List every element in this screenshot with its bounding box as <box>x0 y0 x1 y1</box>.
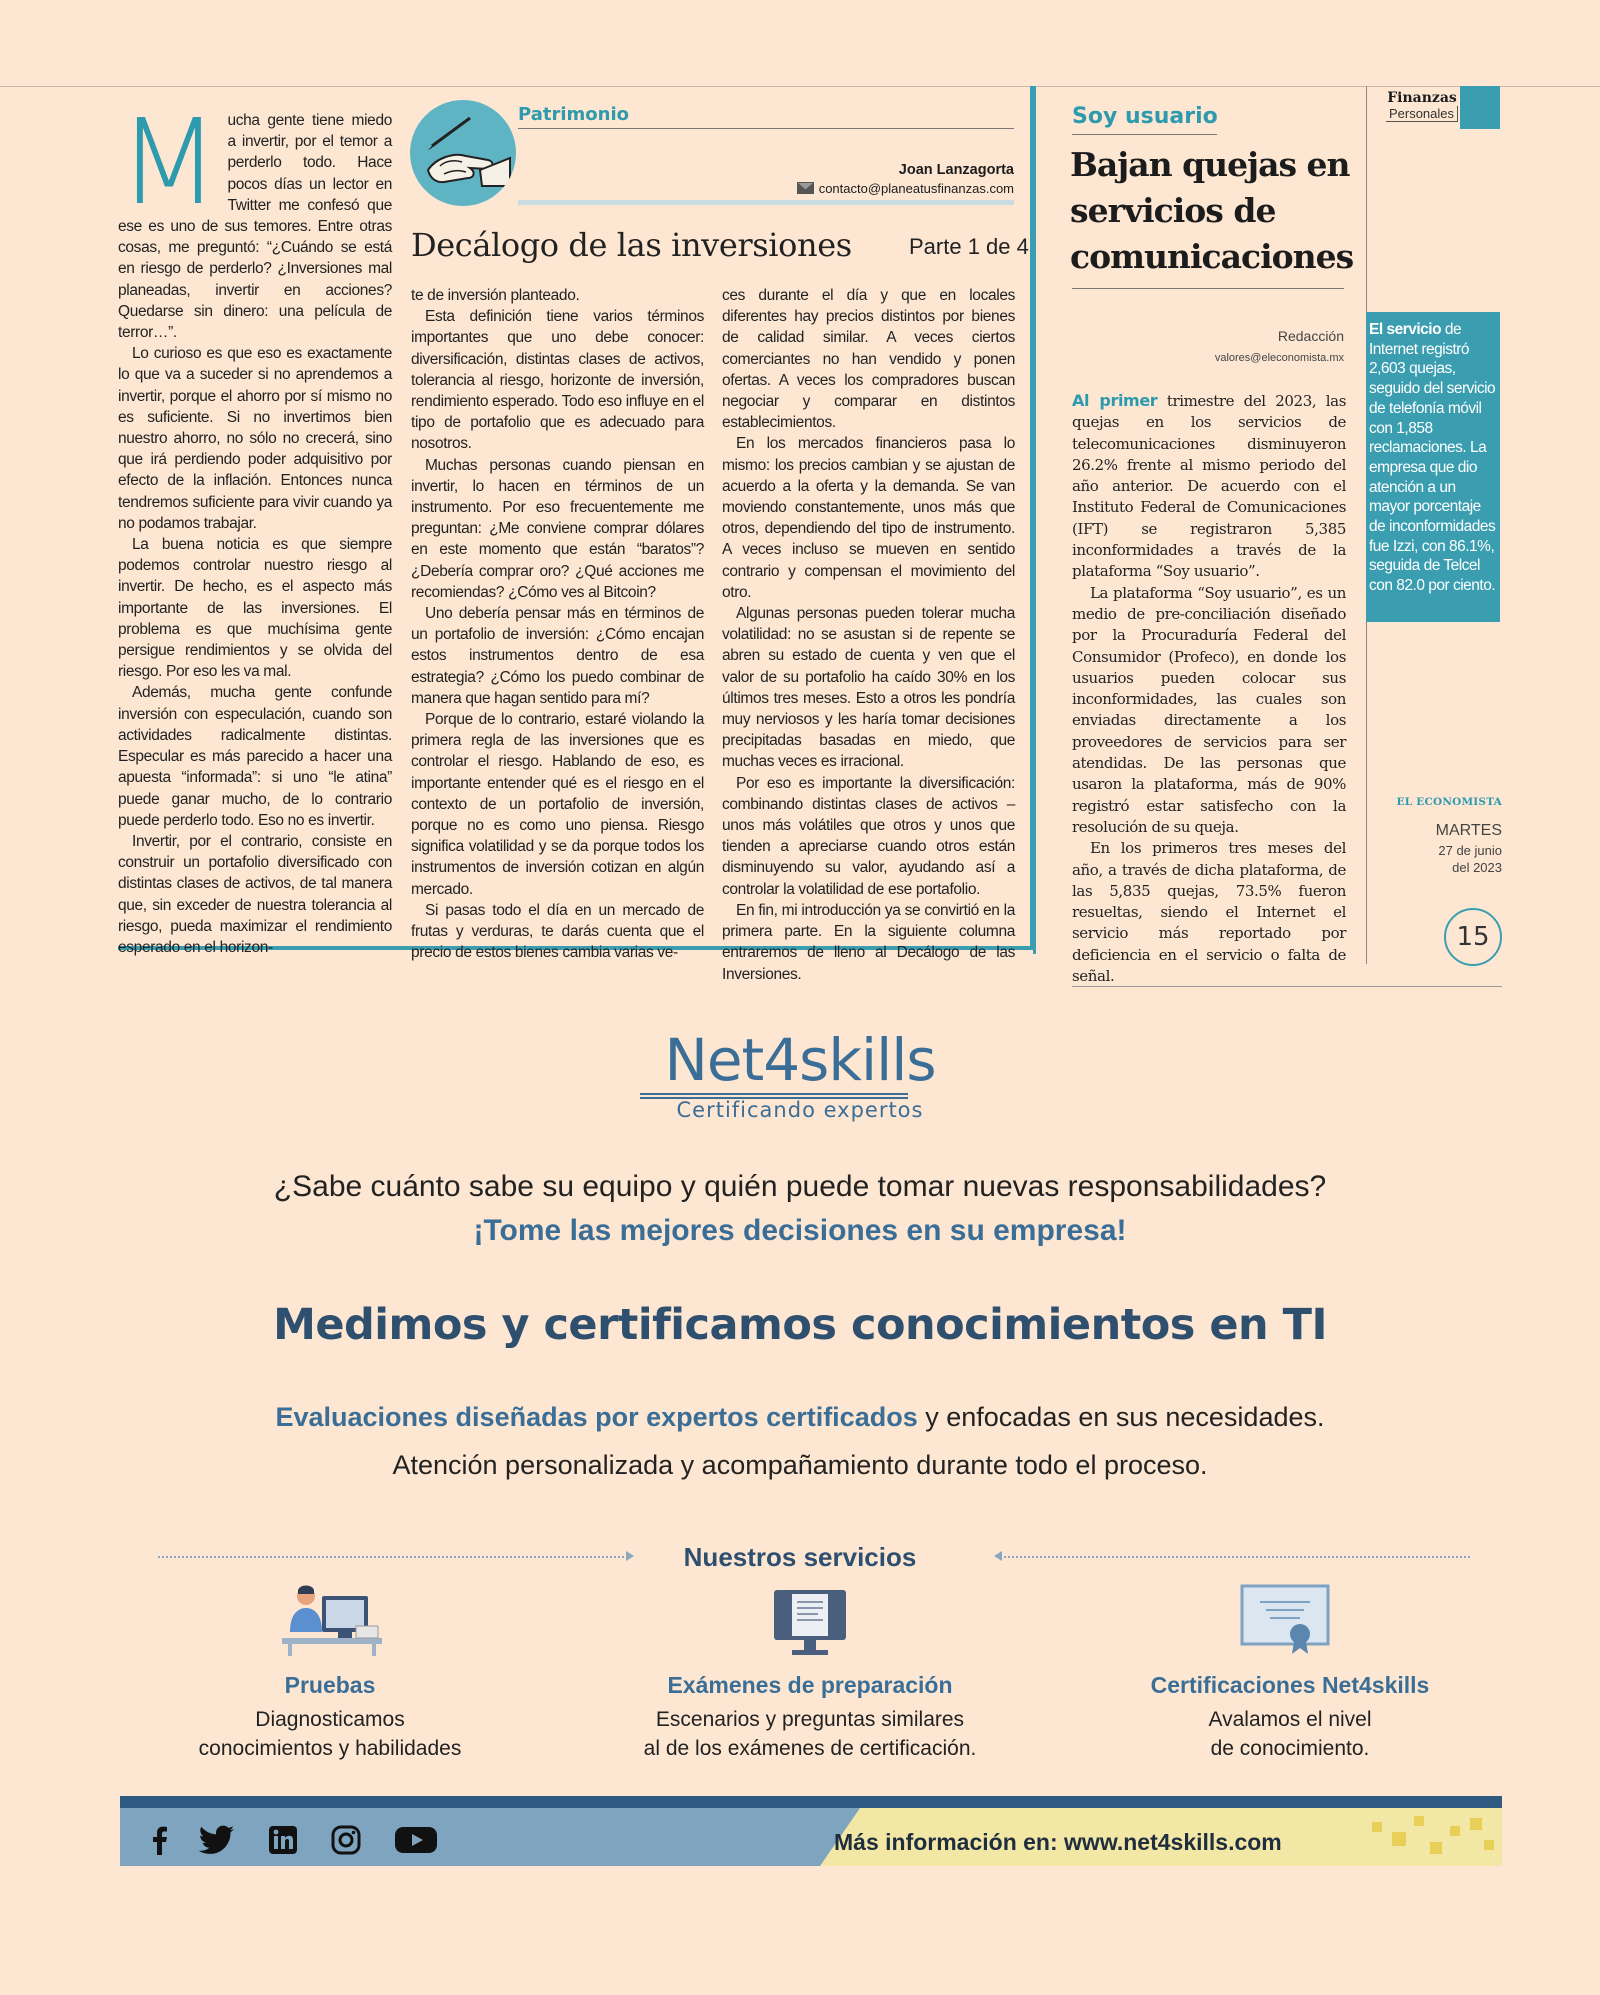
paragraph: ces durante el día y que en locales diferentes hay precios distintos por bienes de calidad similar. A veces ciertos comerciantes no han vendido y ponen ofertas. A veces los compradores buscan negociar y comparar en distintos establecimientos. <box>722 287 1015 432</box>
linkedin-icon[interactable] <box>268 1823 298 1857</box>
youtube-icon[interactable] <box>394 1823 438 1857</box>
paragraph: Muchas personas cuando piensan en invertir, lo hacen en términos de un instrumento. Por eso frecuentemente me preguntan: ¿Me conviene comprar dólares en este momento que están “baratos”? ¿Debería comprar oro? ¿Qué acciones me recomiendas? ¿Cómo ves al Bitcoin? <box>411 456 704 601</box>
section-color-tab <box>1460 86 1500 129</box>
pixel-decoration <box>1450 1826 1460 1836</box>
service-title: Pruebas <box>284 1672 376 1698</box>
pixel-decoration <box>1392 1832 1406 1846</box>
section-label: Patrimonio <box>518 104 629 125</box>
person-computer-icon <box>278 1582 386 1656</box>
pixel-decoration <box>1470 1818 1482 1830</box>
section-rule <box>518 128 1014 129</box>
paragraph: Al primer trimestre del 2023, las quejas en los servicios de telecomunicaciones disminuyeron 26.2% frente al mismo periodo del año anterior. De acuerdo con el Instituto Federal de Comunicaciones (IFT) se registraron 5,385 inconformidades a través de la plataforma “Soy usuario”. <box>1072 391 1346 581</box>
sidebar-lead: El servicio <box>1369 321 1442 338</box>
paragraph: En los primeros tres meses del año, a través de dicha plataforma, de las 5,835 quejas, 73.5% fueron resueltas, siendo el Internet el servicio más reportado por deficiencia en el servicio o falta de señal. <box>1072 839 1346 986</box>
envelope-icon <box>797 182 814 194</box>
ad-call-to-action: ¡Tome las mejores decisiones en su empresa! <box>473 1214 1127 1247</box>
ad-tagline: Certificando expertos <box>676 1098 924 1122</box>
service-title: Certificaciones Net4skills <box>1150 1672 1430 1698</box>
page-number: 15 <box>1444 908 1502 966</box>
service-desc: Avalamos el nivel <box>1208 1708 1372 1731</box>
article-headline: Decálogo de las inversiones <box>411 226 852 264</box>
paragraph: Además, mucha gente confunde inversión con especulación, cuando son actividades radicalmente distintas. Especular es más parecido a hacer una apuesta “informada”: si uno “le atina” puede ganar mucho, de lo contrario puede perderlo todo. Eso no es invertir. <box>118 684 392 829</box>
certificate-icon <box>1240 1584 1332 1654</box>
service-desc: Diagnosticamos <box>255 1708 405 1731</box>
instagram-icon[interactable] <box>330 1823 362 1857</box>
side-section-label: Soy usuario <box>1072 104 1218 129</box>
side-byline-email: valores@eleconomista.mx <box>1214 352 1344 364</box>
paragraph: Invertir, por el contrario, consiste en construir un portafolio diversificado con distintas clases de activos, de tal manera que, sin exceder de nuestra tolerancia al riesgo, pueda maximizar el rendimiento esperado en el horizon- <box>118 832 392 956</box>
issue-day: MARTES <box>1435 822 1502 839</box>
service-certificaciones <box>1080 1672 1500 1763</box>
ad-line-1: Evaluaciones diseñadas por expertos certificados y enfocadas en sus necesidades. <box>275 1402 1325 1432</box>
paragraph: Algunas personas pueden tolerar mucha volatilidad: no se asustan si de repente se abren su estado de cuenta y ven que el valor de su portafolio ha caído 30% en los últimos tres meses. Esto a otros les pondría muy nerviosos y les haría tomar decisiones precipitadas basadas en miedo, que muchas veces es irracional. <box>722 605 1015 771</box>
author-email-line <box>600 181 1014 196</box>
paragraph: La plataforma “Soy usuario”, es un medio de pre-conciliación diseñado por la Procuraduría Federal del Consumidor (Profeco), en donde los usuarios pueden colocar sus inconformidades, las cuales son enviadas directamente a los proveedores de servicios para ser atendidas. De las personas que usaron la plataforma, más de 90% registró estar satisfecho con la resolución de su queja. <box>1072 583 1346 836</box>
dropcap: M <box>118 93 220 231</box>
paragraph: Porque de lo contrario, estaré violando la primera regla de las inversiones que es controlar el riesgo. Hablando de eso, es importante entender qué es el riesgo en el contexto de un portafolio de inversión, porque no es como uno piensa. Riesgo significa volatilidad y se da porque todos los instrumentos de inversión cotizan en algún mercado. <box>411 711 704 898</box>
article-column-2 <box>411 285 704 964</box>
ad-footer-text: Más información en: www.net4skills.com <box>834 1829 1282 1855</box>
ad-line-2: Atención personalizada y acompañamiento durante todo el proceso. <box>392 1450 1208 1480</box>
article-column-3 <box>722 285 1015 985</box>
lead-in: Al primer <box>1072 391 1158 410</box>
ad-logo: Net4skills <box>664 1026 936 1094</box>
ad-question: ¿Sabe cuánto sabe su equipo y quién puede tomar nuevas responsabilidades? <box>273 1170 1327 1203</box>
issue-year: del 2023 <box>1452 860 1502 875</box>
author-email: contacto@planeatusfinanzas.com <box>818 181 1014 196</box>
page-section-title: Finanzas <box>1387 90 1457 106</box>
service-desc: Escenarios y preguntas similares <box>655 1708 965 1731</box>
article-column-1 <box>118 93 392 958</box>
monitor-document-icon <box>772 1588 848 1658</box>
issue-date: 27 de junio <box>1438 843 1502 858</box>
paragraph: La buena noticia es que siempre podemos controlar nuestro riesgo al invertir. De hecho, es el aspecto más importante de las inversiones. El problema es que muchísima gente persigue rendimientos y se olvida del riesgo. Por eso les va mal. <box>118 536 392 681</box>
bottom-rule <box>1072 986 1502 987</box>
sidebar-box <box>1366 312 1500 622</box>
sidebar-text: de Internet registró 2,603 quejas, seguido del servicio de telefonía móvil con 1,858 reclamaciones. La empresa que dio atención a un mayor porcentaje de inconformidades fue Izzi, con 86.1%, seguida de Telcel con 82.0 por ciento. <box>1369 321 1496 595</box>
pixel-decoration <box>1372 1822 1382 1832</box>
side-section-rule <box>1072 134 1217 135</box>
side-byline: Redacción <box>1277 328 1344 344</box>
paragraph: Por eso es importante la diversificación: combinando distintas clases de activos – unos más volátiles que otros y unos que tienden a apreciarse cuando otros están disminuyendo su valor, ayudando así a controlar la volatilidad de ese portafolio. <box>722 774 1015 898</box>
twitter-icon[interactable] <box>198 1823 236 1857</box>
side-headline: Bajan quejas en servicios de comunicaciones <box>1070 145 1354 276</box>
paragraph: Esta definición tiene varios términos importantes que uno debe conocer: diversificación, distintas clases de activos, tolerancia al riesgo, horizonte de inversión, rendimiento esperado. Todo eso influye en el tipo de portafolio que es adecuado para nosotros. <box>411 308 704 453</box>
paragraph: En fin, mi introducción ya se convirtió en la primera parte. En la siguiente columna entraremos de lleno al Decálogo de las Inversiones. <box>722 901 1015 983</box>
publication-name: EL ECONOMISTA <box>1396 796 1502 808</box>
paragraph: Lo curioso es que eso es exactamente lo que va a suceder si no aprendemos a invertir, porque el ahorro por sí mismo no es suficiente. Si no invertimos bien nuestro ahorro, no sólo no crecerá, sino que irá perdiendo poder adquisitivo por efecto de la inflación. Entonces nunca tendremos suficiente para vivir cuando ya no podamos trabajar. <box>118 345 392 532</box>
service-desc: al de los exámenes de certificación. <box>643 1737 977 1760</box>
headline-rule <box>518 200 1014 205</box>
writing-hand-icon <box>410 100 516 206</box>
paragraph: Uno debería pensar más en términos de un portafolio de inversión: ¿Cómo encajan estos instrumentos dentro de esa estrategia? ¿Cómo los puedo combinar de manera que hagan sentido para mí? <box>411 605 704 707</box>
ad-main-heading: Medimos y certificamos conocimientos en TI <box>273 1300 1327 1350</box>
service-desc: conocimientos y habilidades <box>198 1737 462 1760</box>
service-examenes <box>600 1672 1020 1763</box>
column-divider <box>1033 86 1036 954</box>
article-part: Parte 1 de 4 <box>909 234 1029 259</box>
pixel-decoration <box>1414 1816 1424 1826</box>
author-name: Joan Lanzagorta <box>898 162 1014 178</box>
side-article-body <box>1072 390 1346 987</box>
facebook-icon[interactable] <box>148 1823 172 1857</box>
service-title: Exámenes de preparación <box>667 1672 953 1698</box>
paragraph: En los mercados financieros pasa lo mismo: los precios cambian y se ajustan de acuerdo a la oferta y la demanda. Se van moviendo constantemente, unos más que otros, dependiendo del tipo de instrumento. A veces incluso se mueven en sentido contrario y compensan el movimiento del otro. <box>722 435 1015 601</box>
ad-line-1-bold: Evaluaciones diseñadas por expertos certificados <box>275 1402 918 1432</box>
pixel-decoration <box>1484 1840 1494 1850</box>
pixel-decoration <box>1430 1842 1442 1854</box>
services-title: Nuestros servicios <box>683 1542 917 1572</box>
services-divider-right <box>1000 1556 1470 1558</box>
side-headline-rule <box>1072 288 1344 289</box>
page-section-subtitle: Personales <box>1386 106 1458 122</box>
paragraph: te de inversión planteado. <box>411 287 580 304</box>
paragraph: ucha gente tiene miedo a invertir, por el temor a perderlo todo. Hace pocos días un lector en Twitter me confesó que ese es uno de sus temores. Entre otras cosas, me preguntó: “¿Cuándo se está en riesgo de perderlo? ¿Inversiones mal planeadas, invertir en acciones? Quedarse sin dinero: una película de terror…”. <box>118 112 392 342</box>
service-desc: de conocimiento. <box>1210 1737 1370 1760</box>
paragraph: Si pasas todo el día en un mercado de frutas y verduras, te darás cuenta que el precio de estos bienes cambia varias ve- <box>411 901 704 962</box>
service-pruebas <box>120 1672 540 1763</box>
